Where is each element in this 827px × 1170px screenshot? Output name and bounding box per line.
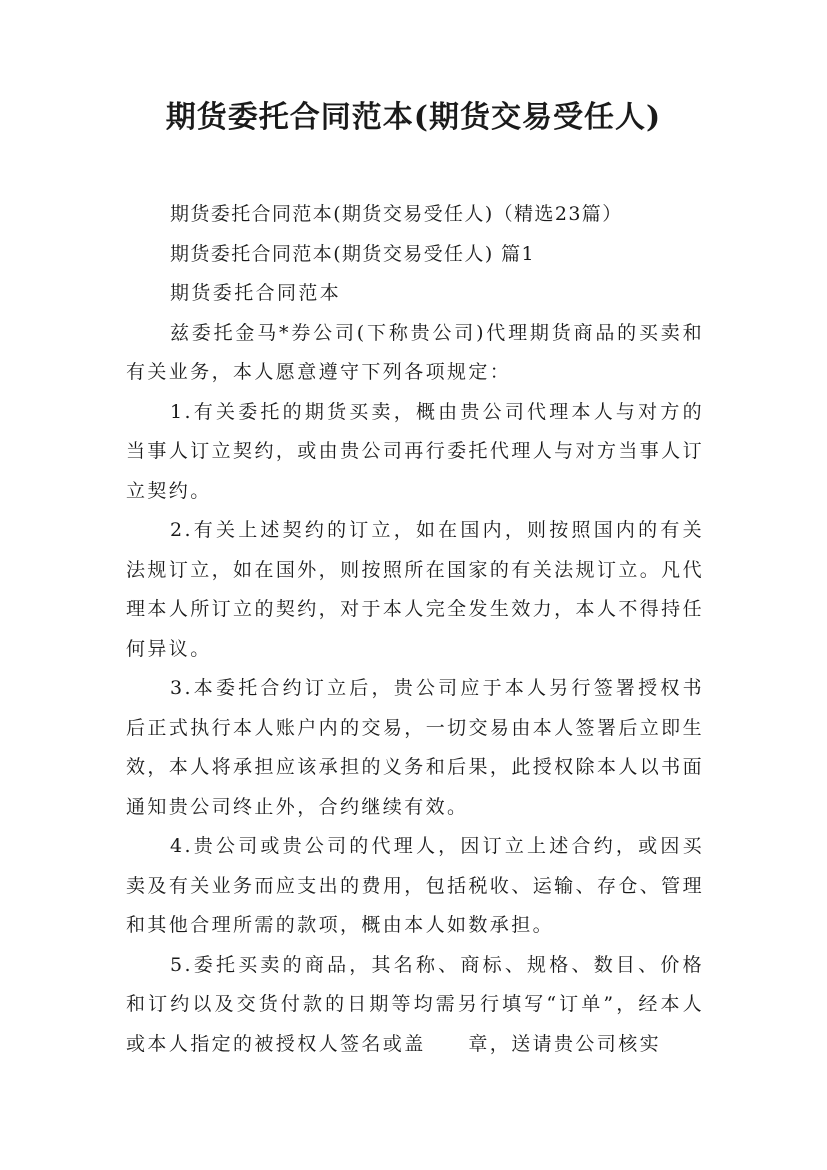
clause-3-paragraph: 3.本委托合约订立后，贵公司应于本人另行签署授权书后正式执行本人账户内的交易，一切交易由本人签署后立即生效，本人将承担应该承担的义务和后果，此授权除本人以书面通知贵公司终止外，合约继续有效。 <box>126 677 704 818</box>
subtitle-line: 期货委托合同范本(期货交易受任人)（精选23篇） <box>170 203 623 225</box>
document-body <box>126 195 704 1064</box>
document-title: 期货委托合同范本(期货交易受任人) <box>165 100 662 135</box>
clause-2-paragraph: 2.有关上述契约的订立，如在国内，则按照国内的有关法规订立，如在国外，则按照所在国家的有关法规订立。凡代理本人所订立的契约，对于本人完全发生效力，本人不得持任何异议。 <box>126 519 704 660</box>
clause-5-paragraph: 5.委托买卖的商品，其名称、商标、规格、数目、价格和订约以及交货付款的日期等均需另行填写“订单”，经本人或本人指定的被授权人签名或盖 章，送请贵公司核实 <box>126 953 704 1055</box>
section-heading: 期货委托合同范本(期货交易受任人) 篇1 <box>170 242 535 265</box>
clause-1-paragraph: 1.有关委托的期货买卖，概由贵公司代理本人与对方的当事人订立契约，或由贵公司再行委托代理人与对方当事人订立契约。 <box>126 400 704 502</box>
clause-4-paragraph: 4.贵公司或贵公司的代理人，因订立上述合约，或因买卖及有关业务而应支出的费用，包括税收、运输、存仓、管理和其他合理所需的款项，概由本人如数承担。 <box>126 835 704 936</box>
intro-paragraph: 兹委托金马*券公司(下称贵公司)代理期货商品的买卖和有关业务，本人愿意遵守下列各项规定： <box>126 321 704 383</box>
contract-heading: 期货委托合同范本 <box>170 282 342 304</box>
